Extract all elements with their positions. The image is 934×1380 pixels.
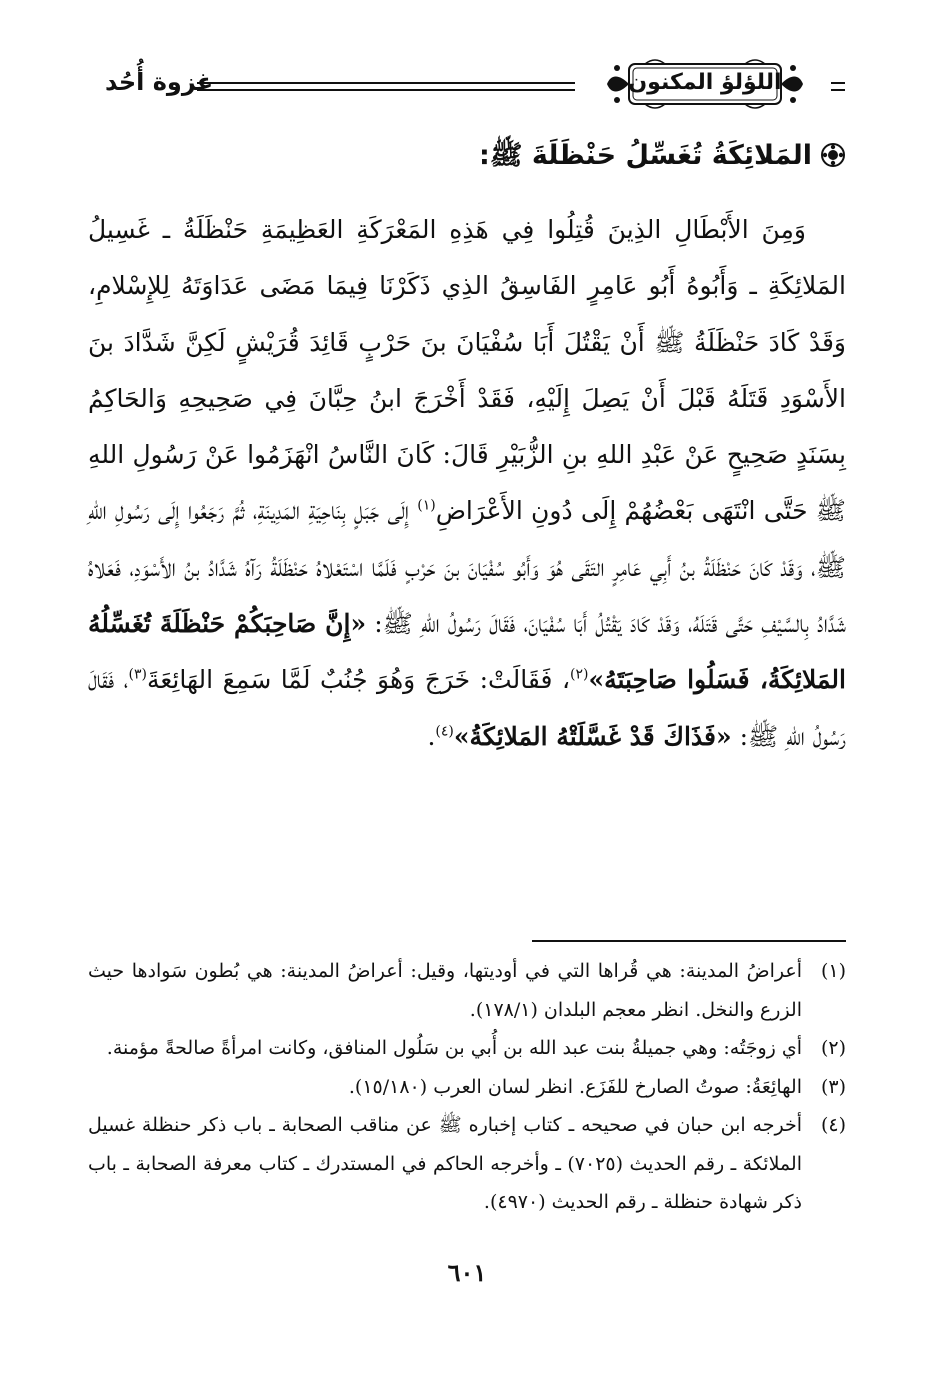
body-segment: إِلَى جَبَلٍ بِنَاحِيَةِ المَدِينَةِ، ثُمَّ رَجَعُوا إِلَى رَسُولِ اللهِ ﷺ، وَقَدْ كَانَ حَنْظَلَةُ بنُ أَبِي عَامِرٍ التَقَى هُوَ وَأَبُو سُفْيَانَ بنَ حَرْبٍ فَلَمَّا اسْتَعْلاهُ حَنْظَلَةُ رَآهُ شَدَّادُ بنُ الأَسْوَدِ، فَعَلاهُ شَدَّادُ بِالسَّيْفِ حَتَّى قَتَلَهُ، وَقَدْ كَادَ يَقْتُلُ أَبَا سُفْيَانَ، فَقَالَ رَسُولُ اللهِ ﷺ: (88, 496, 846, 639)
footnote-text: أخرجه ابن حبان في صحيحه ـ كتاب إخباره ﷺ عن مناقب الصحابة ـ باب ذكر حنظلة غسيل الملائكة ـ رقم الحديث (٧٠٢٥) ـ وأخرجه الحاكم في المستدرك ـ كتاب معرفة الصحابة ـ باب ذكر شهادة حنظلة ـ رقم الحديث (٤٩٧٠). (88, 1114, 802, 1213)
flower-bullet-icon (820, 142, 846, 168)
footnote-item (88, 952, 846, 1029)
footnote-number: (١) (820, 960, 846, 982)
header-rule-left (197, 82, 575, 91)
chapter-title: غزوة أُحُد (105, 68, 214, 96)
footnote-ref[interactable]: (٣) (128, 667, 147, 684)
footnote-number: (٣) (820, 1075, 846, 1098)
footnote-number: (٢) (820, 1037, 846, 1059)
footnote-text: أعراضُ المدينة: هي قُراها التي في أوديتها، وقيل: أعراضُ المدينة: هي بُطون سَوادها حيث الزرع والنخل. انظر معجم البلدان (١٧٨/١). (88, 960, 802, 1021)
section-heading (479, 138, 846, 178)
page-number: ٦٠١ (447, 1258, 487, 1287)
body-segment: وَمِنَ الأَبْطَالِ الذِينَ قُتِلُوا فِي هَذِهِ المَعْرَكَةِ العَظِيمَةِ حَنْظَلَةُ ـ غَسِيلُ المَلائِكَةِ ـ وَأَبُوهُ أَبُو عَامِرٍ الفَاسِقُ الذِي ذَكَرْنَا فِيمَا مَضَى عَدَاوَتَهُ لِلإِسْلامِ، وَقَدْ كَادَ حَنْظَلَةُ ﷺ أَنْ يَقْتُلَ أَبَا سُفْيَانَ بنَ حَرْبٍ قَائِدَ قُرَيْشٍ لَكِنَّ شَدَّادَ بنَ الأَسْوَدِ قَتَلَهُ قَبْلَ أَنْ يَصِلَ إِلَيْهِ، فَقَدْ أَخْرَجَ ابنُ حِبَّانَ فِي صَحِيحِهِ وَالحَاكِمُ بِسَنَدٍ صَحِيحٍ عَنْ عَبْدِ اللهِ بنِ الزُّبَيْرِ قَالَ: كَانَ النَّاسُ انْهَزَمُوا عَنْ رَسُولِ اللهِ ﷺ حَتَّى انْتَهَى بَعْضُهُمْ إِلَى دُونِ الأَعْرَاضِ (88, 215, 847, 526)
footnotes (88, 952, 846, 1222)
body-segment: ، فَقَالَتْ: خَرَجَ وَهُوَ جُنُبٌ لَمَّا سَمِعَ الهَائِعَةَ (146, 665, 571, 695)
footnote-text: الهائِعَةُ: صوتُ الصارخ للفَزَع. انظر لسان العرب (١٥/١٨٠). (348, 1075, 802, 1098)
footnote-text: أي زوجَتُه: وهي جميلةُ بنت عبد الله بن أُبي بن سَلُول المنافق، وكانت امرأةً صالحةً مؤمنة. (106, 1037, 802, 1059)
book-title-cartouche (605, 56, 805, 112)
hadith-quote: «فَذَاكَ قَدْ غَسَّلَتْهُ المَلائِكَةُ» (453, 721, 732, 751)
footnote-ref[interactable]: (٤) (435, 723, 454, 740)
footnote-item (88, 1068, 846, 1107)
header-rule-right (831, 82, 845, 91)
footnote-separator (532, 940, 846, 942)
running-header (105, 56, 845, 116)
body-segment: . (427, 721, 436, 751)
footnote-item (88, 1029, 846, 1068)
main-paragraph (88, 202, 846, 765)
footnote-ref[interactable]: (٢) (570, 667, 589, 684)
footnote-number: (٤) (820, 1114, 846, 1136)
section-title-text: المَلائِكَةُ تُغَسِّلُ حَنْظَلَةَ ﷺ: (479, 140, 812, 171)
book-title: اللؤلؤ المكنون (628, 70, 782, 95)
body-segment: ، فَقَالَ رَسُولُ اللهِ ﷺ: (88, 665, 846, 751)
hadith-quote: «إِنَّ صَاحِبَكُمْ حَنْظَلَةَ تُغَسِّلُهُ المَلائِكَةُ، فَسَلُوا صَاحِبَتَهُ» (88, 609, 846, 695)
footnote-ref[interactable]: (١) (417, 498, 436, 515)
footnote-item (88, 1106, 846, 1222)
